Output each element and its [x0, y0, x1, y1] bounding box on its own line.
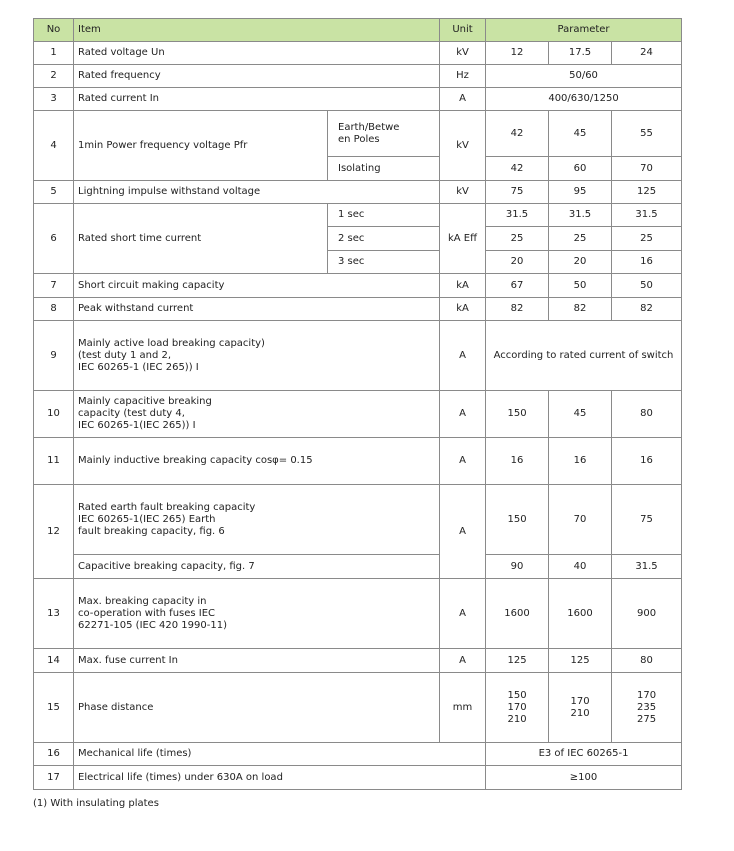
- row-no: 6: [34, 204, 74, 274]
- header-no: No: [34, 19, 74, 42]
- row-unit: kV: [440, 111, 486, 181]
- row-value: 45: [549, 391, 612, 438]
- row-item: Rated voltage Un: [74, 42, 440, 65]
- row-item: Mechanical life (times): [74, 743, 486, 766]
- row-value: 82: [549, 298, 612, 321]
- row-value: 125: [486, 649, 549, 673]
- table-row: [34, 766, 682, 790]
- row-value: ≥100: [486, 766, 682, 790]
- row-value: 170 235 275: [612, 673, 682, 743]
- row-subitem: 3 sec: [328, 251, 440, 274]
- table-row: [34, 391, 682, 438]
- row-unit: kV: [440, 181, 486, 204]
- row-item: Mainly capacitive breaking capacity (test duty 4, IEC 60265-1(IEC 265)) I: [74, 391, 440, 438]
- row-value: 50: [549, 274, 612, 298]
- table-row: [34, 579, 682, 649]
- table-row: [34, 673, 682, 743]
- table-row: [34, 649, 682, 673]
- row-value: 45: [549, 111, 612, 157]
- row-value: 31.5: [486, 204, 549, 227]
- row-value: 25: [486, 227, 549, 251]
- row-no: 12: [34, 485, 74, 579]
- row-item: Short circuit making capacity: [74, 274, 440, 298]
- row-item: Phase distance: [74, 673, 440, 743]
- row-unit: A: [440, 438, 486, 485]
- table-row: [34, 204, 682, 227]
- row-no: 5: [34, 181, 74, 204]
- row-value: 16: [549, 438, 612, 485]
- header-unit: Unit: [440, 19, 486, 42]
- row-value: 90: [486, 555, 549, 579]
- row-unit: A: [440, 579, 486, 649]
- row-item: Rated short time current: [74, 204, 328, 274]
- row-value: 900: [612, 579, 682, 649]
- row-value: 82: [612, 298, 682, 321]
- row-value: 1600: [549, 579, 612, 649]
- row-no: 7: [34, 274, 74, 298]
- row-value: 42: [486, 157, 549, 181]
- table-row: [34, 111, 682, 157]
- row-value: 125: [612, 181, 682, 204]
- row-value: 40: [549, 555, 612, 579]
- row-item: Mainly inductive breaking capacity cosφ= 0.15: [74, 438, 440, 485]
- row-item: Rated current In: [74, 88, 440, 111]
- row-value: 55: [612, 111, 682, 157]
- row-value: 25: [549, 227, 612, 251]
- row-value: 20: [549, 251, 612, 274]
- row-value: 150: [486, 485, 549, 555]
- row-value: 80: [612, 649, 682, 673]
- table-row: [34, 274, 682, 298]
- row-value: 50/60: [486, 65, 682, 88]
- row-item: Electrical life (times) under 630A on load: [74, 766, 486, 790]
- table-row: [34, 555, 682, 579]
- row-value: 16: [612, 438, 682, 485]
- row-value: 50: [612, 274, 682, 298]
- header-row: [34, 19, 682, 42]
- row-value: 24: [612, 42, 682, 65]
- row-unit: A: [440, 391, 486, 438]
- row-no: 2: [34, 65, 74, 88]
- row-item: Rated earth fault breaking capacity IEC 60265-1(IEC 265) Earth fault breaking capacity, fig. 6: [74, 485, 440, 555]
- row-unit: mm: [440, 673, 486, 743]
- row-subitem: 2 sec: [328, 227, 440, 251]
- row-item: 1min Power frequency voltage Pfr: [74, 111, 328, 181]
- row-no: 17: [34, 766, 74, 790]
- table-row: [34, 181, 682, 204]
- row-value: 170 210: [549, 673, 612, 743]
- table-row: [34, 485, 682, 555]
- row-value: 17.5: [549, 42, 612, 65]
- row-value: 150 170 210: [486, 673, 549, 743]
- row-value: 400/630/1250: [486, 88, 682, 111]
- row-value: 42: [486, 111, 549, 157]
- header-parameter: Parameter: [486, 19, 682, 42]
- row-unit: A: [440, 649, 486, 673]
- row-value: 1600: [486, 579, 549, 649]
- row-no: 14: [34, 649, 74, 673]
- row-no: 16: [34, 743, 74, 766]
- row-value: 25: [612, 227, 682, 251]
- row-item: Max. fuse current In: [74, 649, 440, 673]
- row-value: According to rated current of switch: [486, 321, 682, 391]
- row-item: Lightning impulse withstand voltage: [74, 181, 440, 204]
- row-value: 150: [486, 391, 549, 438]
- row-unit: A: [440, 485, 486, 579]
- row-no: 11: [34, 438, 74, 485]
- row-unit: A: [440, 88, 486, 111]
- row-unit: Hz: [440, 65, 486, 88]
- row-no: 4: [34, 111, 74, 181]
- row-value: 12: [486, 42, 549, 65]
- row-subitem: Capacitive breaking capacity, fig. 7: [74, 555, 440, 579]
- row-unit: kA Eff: [440, 204, 486, 274]
- row-no: 9: [34, 321, 74, 391]
- row-subitem: Isolating: [328, 157, 440, 181]
- row-item: Max. breaking capacity in co-operation with fuses IEC 62271-105 (IEC 420 1990-11): [74, 579, 440, 649]
- table-row: [34, 743, 682, 766]
- row-unit: kA: [440, 274, 486, 298]
- row-value: E3 of IEC 60265-1: [486, 743, 682, 766]
- row-value: 20: [486, 251, 549, 274]
- row-no: 10: [34, 391, 74, 438]
- row-value: 80: [612, 391, 682, 438]
- row-no: 3: [34, 88, 74, 111]
- row-value: 60: [549, 157, 612, 181]
- row-item: Mainly active load breaking capacity) (test duty 1 and 2, IEC 60265-1 (IEC 265)) I: [74, 321, 440, 391]
- row-value: 16: [486, 438, 549, 485]
- row-value: 31.5: [549, 204, 612, 227]
- row-value: 82: [486, 298, 549, 321]
- row-value: 75: [486, 181, 549, 204]
- table-row: [34, 88, 682, 111]
- table-row: [34, 65, 682, 88]
- parameter-table: [33, 18, 682, 790]
- row-subitem: 1 sec: [328, 204, 440, 227]
- row-item: Peak withstand current: [74, 298, 440, 321]
- row-subitem: Earth/Betwe en Poles: [328, 111, 440, 157]
- row-value: 70: [549, 485, 612, 555]
- row-value: 75: [612, 485, 682, 555]
- footnote: (1) With insulating plates: [33, 798, 159, 809]
- row-no: 1: [34, 42, 74, 65]
- row-no: 15: [34, 673, 74, 743]
- row-unit: kV: [440, 42, 486, 65]
- row-no: 8: [34, 298, 74, 321]
- row-unit: kA: [440, 298, 486, 321]
- table-row: [34, 298, 682, 321]
- row-value: 67: [486, 274, 549, 298]
- row-unit: A: [440, 321, 486, 391]
- row-value: 125: [549, 649, 612, 673]
- row-value: 95: [549, 181, 612, 204]
- row-value: 31.5: [612, 204, 682, 227]
- table-row: [34, 42, 682, 65]
- row-value: 16: [612, 251, 682, 274]
- row-value: 70: [612, 157, 682, 181]
- header-item: Item: [74, 19, 440, 42]
- row-item: Rated frequency: [74, 65, 440, 88]
- row-no: 13: [34, 579, 74, 649]
- table-row: [34, 438, 682, 485]
- table-row: [34, 321, 682, 391]
- row-value: 31.5: [612, 555, 682, 579]
